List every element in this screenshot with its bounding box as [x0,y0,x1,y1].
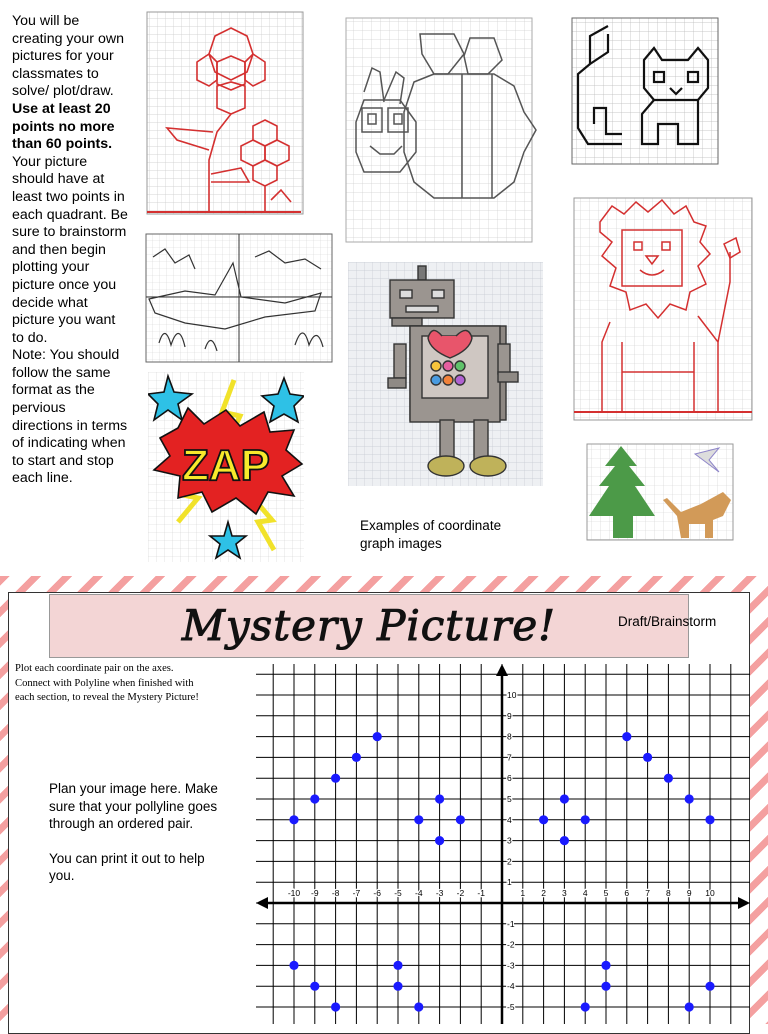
y-tick-label: 1 [507,877,512,888]
x-tick-label: -1 [477,888,485,898]
data-point [373,732,382,741]
data-point [435,794,444,803]
x-tick-label: -2 [456,888,465,898]
flower-drawing [141,10,305,228]
bee-drawing [344,12,542,244]
data-point [331,774,340,783]
instructions-intro: You will be creating your own pictures for your classmates to solve/ plot/draw. [12,13,124,100]
zap-text: ZAP [182,441,270,490]
data-point [560,794,569,803]
data-point [456,815,465,824]
y-axis-arrow-up [496,664,508,676]
instructions-text [12,13,130,488]
data-point [705,982,714,991]
y-tick-label: 4 [507,814,512,825]
data-point [581,1002,590,1011]
data-point [289,815,298,824]
example-shark-image [145,233,333,363]
x-tick-label: 9 [686,888,692,898]
y-tick-label: 3 [507,835,512,846]
data-point [435,836,444,845]
x-tick-label: -3 [435,888,444,898]
x-axis-arrow-left [256,897,268,909]
zap-drawing [148,372,304,562]
x-tick-label: 2 [541,888,546,898]
x-tick-label: 8 [666,888,671,898]
example-flower-image [141,10,305,228]
x-tick-label: -8 [331,888,340,898]
example-bee-image [344,12,542,244]
x-tick-label: -9 [311,888,319,898]
y-tick-label: 10 [507,690,517,700]
data-point [581,815,590,824]
plot-instructions-line-3: each section, to reveal the Mystery Picture! [15,692,199,703]
data-point [352,753,361,762]
y-tick-label: -2 [507,939,515,950]
x-tick-label: 1 [520,888,526,898]
y-tick-label: 9 [507,710,512,721]
instructions-requirement: Use at least 20 points no more than 60 points. [12,100,115,153]
example-tree-fox-image [573,440,735,552]
data-point [685,794,694,803]
data-point [539,815,548,824]
instructions-details: Your picture should have at least two points in each quadrant. Be sure to brainstorm and then begin plotting your picture once you decide what picture you want to do. [12,153,128,346]
plan-note-line-1: Plan your image here. Make sure that your pollyline goes through an ordered pair. [49,781,218,831]
data-point [331,1002,340,1011]
y-tick-label: -1 [507,918,515,929]
data-point [414,1002,423,1011]
example-robot-image [348,262,543,486]
tree-fox-drawing [573,440,735,552]
caption-line-2: graph images [360,536,442,551]
robot-drawing [348,262,543,486]
draft-label: Draft/Brainstorm [618,614,717,629]
x-tick-label: -10 [287,888,301,898]
plan-note-line-2: You can print it out to help you. [49,850,205,883]
y-tick-label: -5 [507,1002,515,1012]
data-point [310,982,319,991]
y-tick-label: 8 [507,731,512,742]
plan-note [49,780,219,902]
y-tick-label: 7 [507,752,512,763]
data-point [643,753,652,762]
y-tick-label: 5 [507,794,512,804]
x-tick-label: 7 [645,888,650,898]
x-tick-label: 5 [603,888,609,898]
x-tick-label: 6 [624,888,630,898]
data-point [664,774,673,783]
instructions-note: Note: You should follow the same format as the pervious directions in terms of indicating when to start and stop each line. [12,347,128,487]
x-tick-label: 4 [582,888,588,898]
title-banner [49,594,689,658]
x-tick-label: -5 [394,888,402,898]
x-tick-label: 10 [705,888,715,898]
data-point [685,1002,694,1011]
x-tick-label: -4 [415,888,423,898]
plot-instructions-line-1: Plot each coordinate pair on the axes. [15,663,174,674]
example-zap-image [148,372,304,562]
data-point [289,961,298,970]
x-tick-label: -6 [373,888,381,898]
plot-instructions [15,662,255,706]
x-tick-label: -7 [352,888,361,898]
x-tick-label: 3 [562,888,567,898]
data-point [601,982,610,991]
cat-drawing [558,4,722,176]
y-tick-label: -4 [507,981,515,992]
caption-line-1: Examples of coordinate [360,518,502,533]
data-point [601,961,610,970]
data-point [393,982,402,991]
y-tick-label: 2 [507,856,512,867]
y-tick-label: 6 [507,773,512,784]
example-lion-image [562,192,756,430]
lion-drawing [562,192,756,430]
data-point [560,836,569,845]
data-point [414,815,423,824]
page-title: Mystery Picture! [181,601,557,650]
examples-caption [360,517,501,553]
data-point [705,815,714,824]
plot-instructions-line-2: Connect with Polyline when finished with [15,677,194,689]
coordinate-graph [256,664,750,1024]
data-point [393,961,402,970]
example-cat-image [558,4,722,176]
shark-drawing [145,233,333,363]
data-point [310,794,319,803]
y-tick-label: -3 [507,960,515,971]
x-axis-arrow-right [738,897,750,909]
data-point [622,732,631,741]
